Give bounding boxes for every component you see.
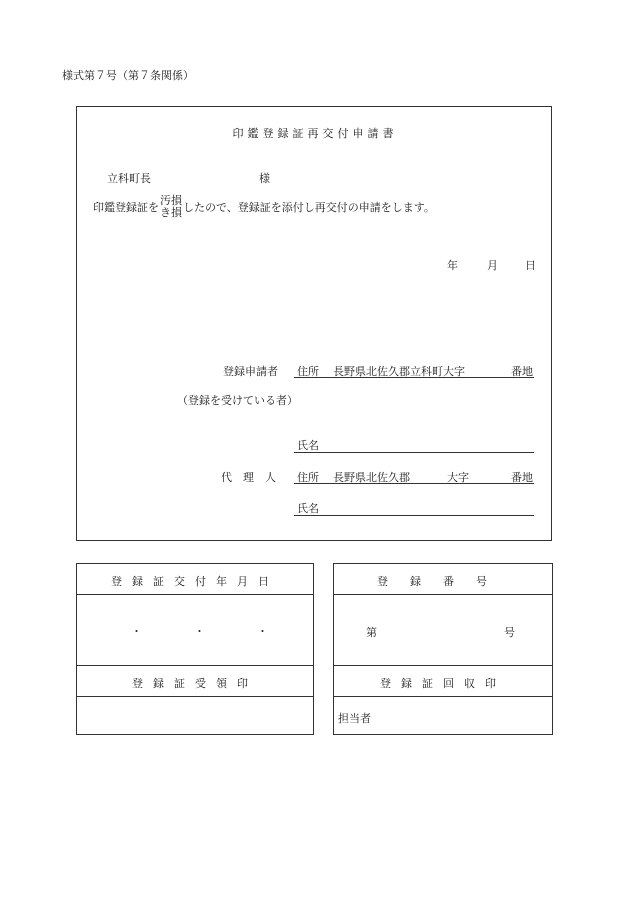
agent-address-suffix: 番地 (511, 471, 533, 484)
reg-number-header: 登録番号 (377, 575, 509, 588)
addressee: 立科町長 (107, 172, 151, 185)
applicant-name-label: 氏名 (297, 439, 319, 452)
agent-address-mid: 大字 (447, 471, 469, 484)
form-title: 印鑑登録証再交付申請書 (232, 127, 398, 140)
agent-address-label: 住所 (297, 471, 319, 484)
staff-label: 担当者 (338, 712, 371, 725)
application-form (76, 106, 552, 541)
damage-options (160, 195, 182, 219)
issue-date-table (76, 563, 314, 735)
registration-number-table (333, 563, 553, 735)
date-day: 日 (525, 259, 536, 272)
collection-seal-header: 登録証回収印 (380, 677, 506, 690)
agent-name-label: 氏名 (297, 502, 319, 515)
reg-number-header-row (334, 564, 552, 595)
issue-date-header-row (77, 564, 313, 595)
receipt-seal-cell[interactable] (77, 697, 313, 734)
reg-number-cell[interactable] (334, 595, 552, 666)
issue-date-header: 登録証交付年月日 (111, 575, 279, 588)
option-damaged[interactable]: き損 (160, 206, 182, 219)
date-month: 月 (487, 259, 498, 272)
honorific: 様 (259, 172, 270, 185)
receipt-seal-header: 登録証受領印 (132, 677, 258, 690)
applicant-address-line[interactable] (294, 377, 534, 378)
receipt-seal-header-row (77, 666, 313, 697)
date-separator-1: ・ (131, 625, 142, 638)
agent-label: 代 理 人 (221, 471, 276, 484)
applicant-label: 登録申請者 (223, 365, 278, 378)
collection-seal-header-row (334, 666, 552, 697)
applicant-name-line[interactable] (294, 452, 534, 453)
agent-name-line[interactable] (294, 515, 534, 516)
agent-address-value: 長野県北佐久郡 (333, 471, 410, 484)
sentence-prefix: 印鑑登録証を (93, 201, 159, 214)
issue-date-cell[interactable] (77, 595, 313, 666)
agent-address-line[interactable] (294, 483, 534, 484)
applicant-address-value: 長野県北佐久郡立科町大字 (333, 365, 465, 378)
applicant-note: （登録を受けている者） (177, 394, 298, 407)
date-year: 年 (447, 259, 458, 272)
option-soiled[interactable]: 汚損 (160, 194, 182, 207)
number-suffix: 号 (504, 626, 515, 639)
number-prefix: 第 (366, 626, 377, 639)
applicant-address-label: 住所 (297, 365, 319, 378)
collection-seal-cell[interactable] (334, 697, 552, 734)
date-separator-3: ・ (257, 625, 268, 638)
form-number: 様式第７号（第７条関係） (62, 69, 194, 82)
applicant-address-suffix: 番地 (511, 365, 533, 378)
request-sentence (93, 195, 435, 219)
date-separator-2: ・ (194, 625, 205, 638)
sentence-suffix: したので、登録証を添付し再交付の申請をします。 (183, 201, 435, 214)
